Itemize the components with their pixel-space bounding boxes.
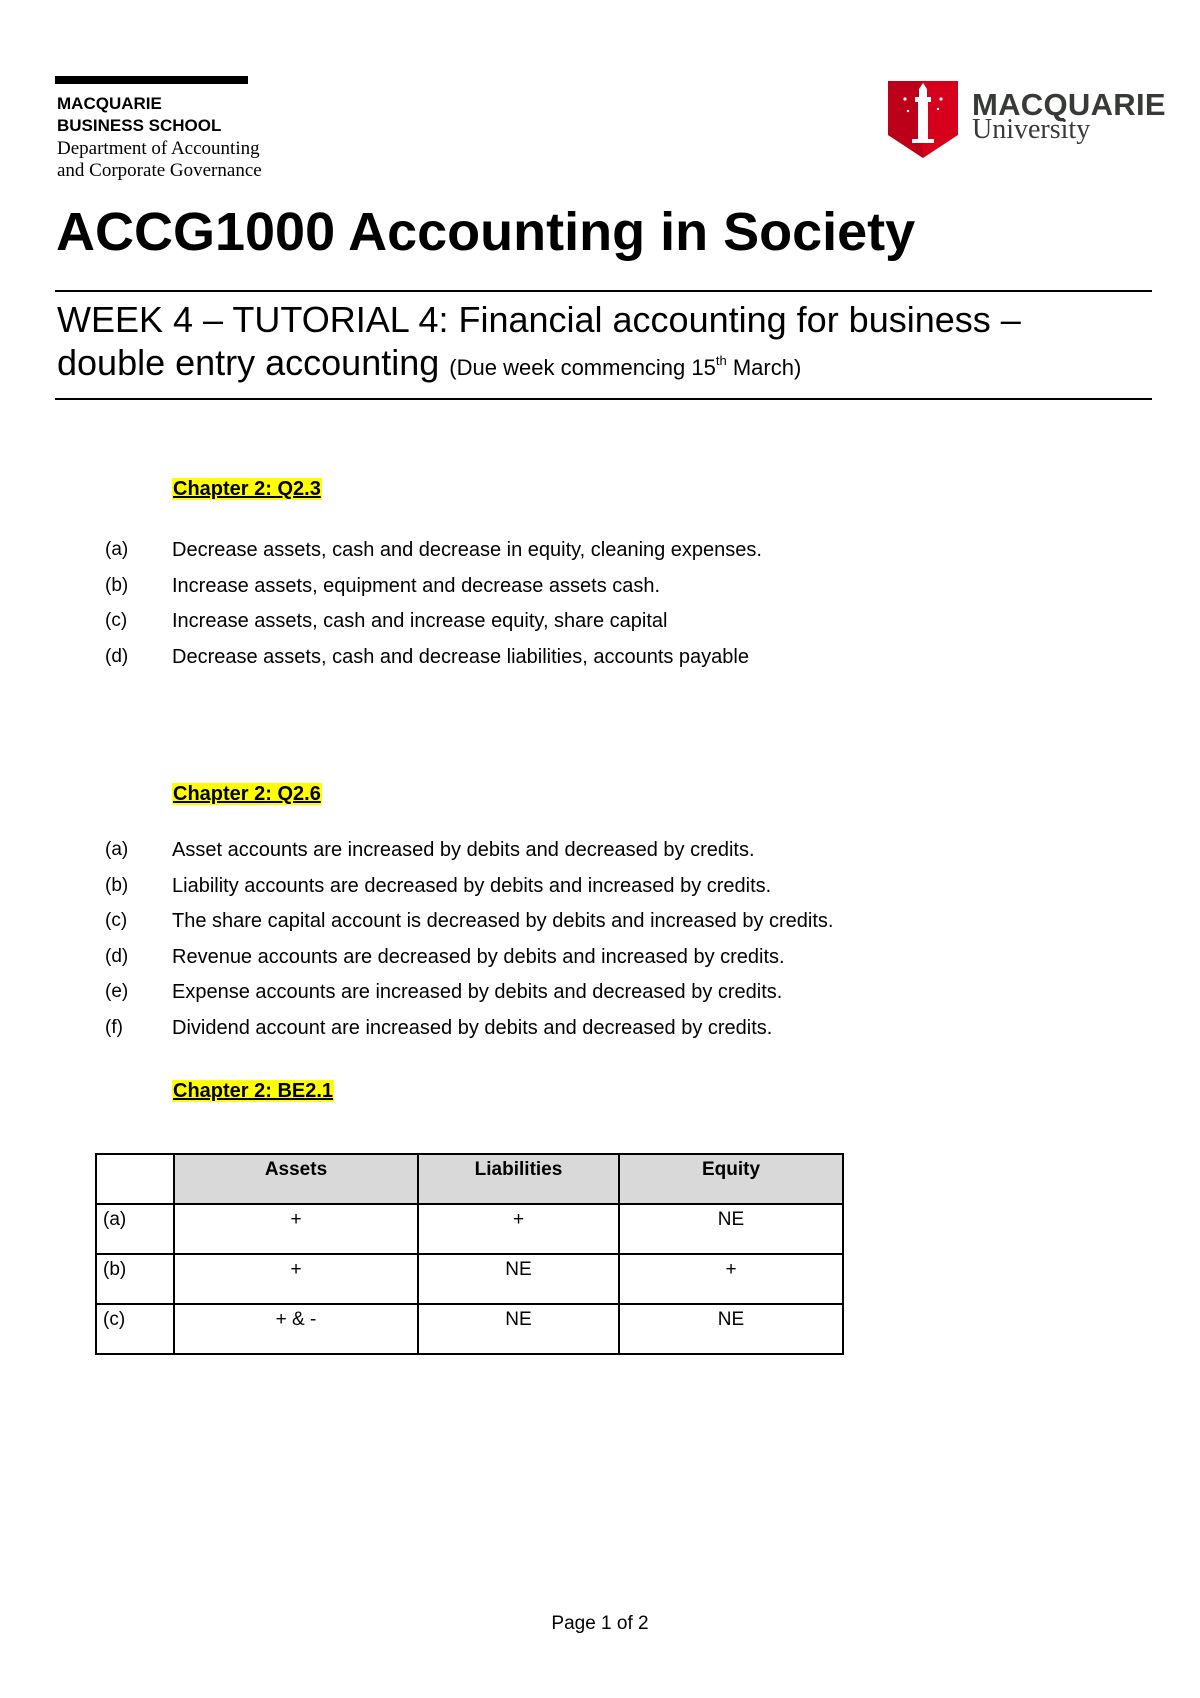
table-header-assets: Assets	[174, 1154, 418, 1204]
table-cell: +	[174, 1254, 418, 1304]
list-item	[105, 645, 1105, 681]
lighthouse-crest-icon	[886, 79, 960, 160]
department-name	[57, 138, 262, 182]
item-label: (b)	[105, 574, 129, 596]
table-header-liabilities: Liabilities	[418, 1154, 619, 1204]
item-label: (a)	[105, 539, 129, 560]
list-item	[105, 980, 1105, 1016]
item-text: Increase assets, cash and increase equity, share capital	[172, 610, 668, 633]
table-cell: (b)	[96, 1254, 174, 1304]
accounting-equation-table	[95, 1153, 844, 1355]
table-row	[96, 1204, 843, 1254]
table-cell: +	[418, 1204, 619, 1254]
item-text: Liability accounts are decreased by debits and increased by credits.	[172, 874, 772, 897]
list-item	[105, 574, 1105, 610]
item-text: Expense accounts are increased by debits and decreased by credits.	[172, 981, 783, 1004]
dept-line-2: and Corporate Governance	[57, 160, 262, 181]
item-text: The share capital account is decreased by debits and increased by credits.	[172, 910, 834, 933]
item-label: (d)	[105, 945, 129, 967]
item-label: (e)	[105, 981, 129, 1003]
section-heading-q2-3	[172, 477, 322, 501]
item-text: Increase assets, equipment and decrease assets cash.	[172, 574, 661, 597]
title-rule-top	[55, 290, 1152, 292]
item-text: Asset accounts are increased by debits and decreased by credits.	[172, 839, 755, 861]
item-text: Decrease assets, cash and decrease in equity, cleaning expenses.	[172, 539, 762, 561]
list-item	[105, 874, 1105, 910]
list-item	[105, 909, 1105, 945]
section-heading-text: Chapter 2: BE2.1	[173, 1080, 334, 1102]
table-row	[96, 1254, 843, 1304]
list-item	[105, 838, 1105, 874]
subtitle-topic: double entry accounting	[57, 342, 440, 383]
answer-list-q2-6	[105, 838, 1105, 1052]
subtitle-line-2	[57, 341, 1157, 389]
table-cell: NE	[619, 1304, 843, 1354]
item-label: (c)	[105, 610, 128, 632]
section-heading-text: Chapter 2: Q2.3	[173, 478, 321, 500]
table-header-blank	[96, 1154, 174, 1204]
list-item	[105, 609, 1105, 645]
list-item	[105, 945, 1105, 981]
due-prefix: (Due week commencing 15	[449, 355, 716, 380]
school-name	[57, 93, 221, 137]
table-cell: NE	[418, 1304, 619, 1354]
logo-wordmark: MACQUARIE	[972, 87, 1166, 122]
logo-subword: University	[972, 114, 1091, 145]
due-ordinal: th	[715, 353, 727, 368]
table-cell: (c)	[96, 1304, 174, 1354]
table-cell: NE	[619, 1204, 843, 1254]
table-header-row	[96, 1154, 843, 1204]
item-label: (a)	[105, 839, 129, 860]
section-heading-text: Chapter 2: Q2.6	[173, 783, 321, 805]
document-subtitle	[57, 298, 1157, 389]
subtitle-line-1: WEEK 4 – TUTORIAL 4: Financial accounting for business –	[57, 299, 1021, 340]
dept-line-1: Department of Accounting	[57, 138, 260, 159]
item-text: Decrease assets, cash and decrease liabilities, accounts payable	[172, 645, 749, 668]
page-number: Page 1 of 2	[551, 1613, 649, 1634]
header-rule	[55, 76, 248, 84]
list-item	[105, 1016, 1105, 1052]
table-cell: +	[174, 1204, 418, 1254]
item-text: Revenue accounts are decreased by debits and increased by credits.	[172, 945, 785, 968]
table-cell: +	[619, 1254, 843, 1304]
due-suffix: March)	[726, 355, 802, 380]
due-date	[449, 355, 801, 380]
answer-list-q2-3	[105, 538, 1105, 680]
item-text: Dividend account are increased by debits and decreased by credits.	[172, 1016, 773, 1039]
item-label: (d)	[105, 645, 129, 667]
table-cell: NE	[418, 1254, 619, 1304]
item-label: (f)	[105, 1016, 123, 1038]
list-item	[105, 538, 1105, 574]
school-line-1: MACQUARIE	[57, 94, 162, 113]
table-header-equity: Equity	[619, 1154, 843, 1204]
table-cell: (a)	[96, 1204, 174, 1254]
school-line-2: BUSINESS SCHOOL	[57, 116, 222, 135]
item-label: (b)	[105, 874, 129, 896]
section-heading-q2-6	[172, 782, 322, 806]
section-heading-be2-1	[172, 1079, 334, 1103]
table-row	[96, 1304, 843, 1354]
document-title: ACCG1000 Accounting in Society	[56, 202, 916, 262]
item-label: (c)	[105, 910, 128, 932]
title-rule-bottom	[55, 398, 1152, 400]
table-cell: + & -	[174, 1304, 418, 1354]
